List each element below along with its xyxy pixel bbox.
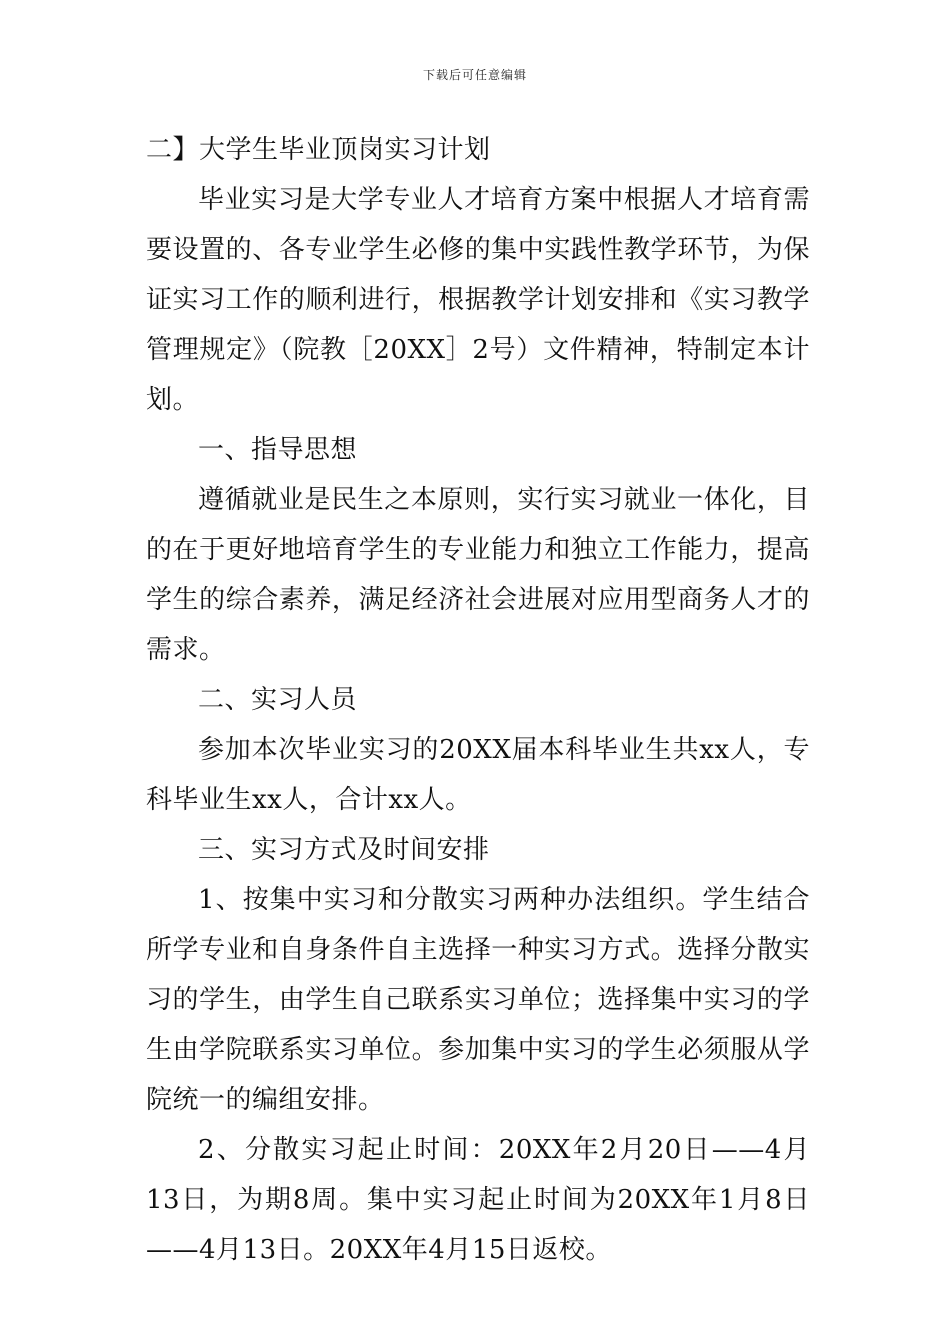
section-heading-method-schedule: 三、实习方式及时间安排 <box>198 835 490 865</box>
paragraph-method: 1、按集中实习和分散实习两种办法组织。学生结合所学专业和自身条件自主选择一种实习方式。选择分散实习的学生，由学生自己联系实习单位；选择集中实习的学生由学院联系实习单位。参加集中实习的学生必须服从学院统一的编组安排。 <box>146 885 810 1115</box>
paragraph-personnel: 参加本次毕业实习的20XX届本科毕业生共xx人，专科毕业生xx人，合计xx人。 <box>146 735 810 815</box>
document-title: 二】大学生毕业顶岗实习计划 <box>146 135 491 165</box>
section-heading-personnel: 二、实习人员 <box>198 685 358 715</box>
paragraph-intro: 毕业实习是大学专业人才培育方案中根据人才培育需要设置的、各专业学生必修的集中实践性教学环节，为保证实习工作的顺利进行，根据教学计划安排和《实习教学管理规定》（院教［20XX］2号）文件精神，特制定本计划。 <box>146 185 810 415</box>
section-heading-guiding-ideology: 一、指导思想 <box>198 435 358 465</box>
document-body <box>146 125 810 1275</box>
paragraph-schedule: 2、分散实习起止时间：20XX年2月20日——4月13日，为期8周。集中实习起止时间为20XX年1月8日——4月13日。20XX年4月15日返校。 <box>146 1135 810 1265</box>
header-note: 下载后可任意编辑 <box>422 68 527 82</box>
paragraph-guiding-ideology: 遵循就业是民生之本原则，实行实习就业一体化，目的在于更好地培育学生的专业能力和独立工作能力，提高学生的综合素养，满足经济社会进展对应用型商务人才的需求。 <box>146 485 810 665</box>
